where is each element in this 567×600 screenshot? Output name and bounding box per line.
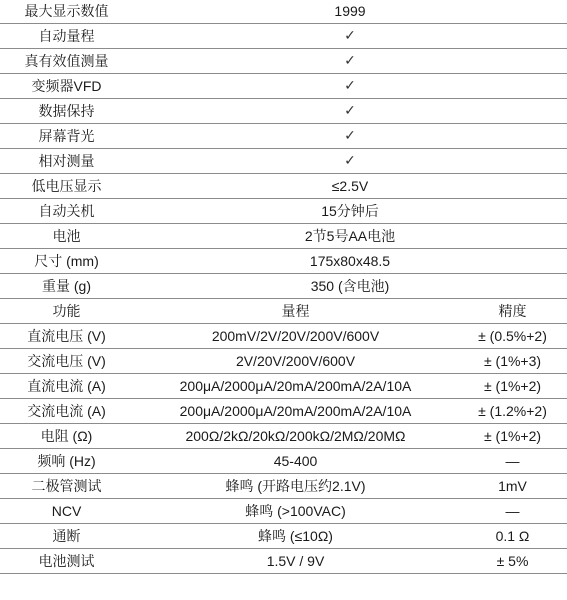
function-range: 蜂鸣 (>100VAC) (133, 499, 458, 524)
spec-row-weight (0, 274, 567, 299)
function-range: 45-400 (133, 449, 458, 474)
function-range: 2V/20V/200V/600V (133, 349, 458, 374)
spec-row-low-voltage (0, 174, 567, 199)
check-icon: ✓ (133, 149, 567, 174)
function-name: 二极管测试 (0, 474, 133, 499)
function-column-header: 功能 (0, 299, 133, 324)
spec-row-relative (0, 149, 567, 174)
function-name: 直流电压 (V) (0, 324, 133, 349)
function-row-dc-voltage (0, 324, 567, 349)
function-accuracy: ± (1.2%+2) (458, 399, 567, 424)
function-accuracy: ± (0.5%+2) (458, 324, 567, 349)
spec-value: ≤2.5V (133, 174, 567, 199)
function-range: 蜂鸣 (≤10Ω) (133, 524, 458, 549)
function-name: 频响 (Hz) (0, 449, 133, 474)
function-name: 交流电压 (V) (0, 349, 133, 374)
spec-row-data-hold (0, 99, 567, 124)
spec-label: 自动关机 (0, 199, 133, 224)
spec-value: 1999 (133, 0, 567, 24)
check-icon: ✓ (133, 99, 567, 124)
spec-label: 电池 (0, 224, 133, 249)
check-icon: ✓ (133, 124, 567, 149)
spec-label: 变频器VFD (0, 74, 133, 99)
function-name: 电阻 (Ω) (0, 424, 133, 449)
spec-row-vfd (0, 74, 567, 99)
function-accuracy: ± (1%+2) (458, 424, 567, 449)
function-header-row (0, 299, 567, 324)
function-row-dc-current (0, 374, 567, 399)
function-name: 电池测试 (0, 549, 133, 574)
spec-row-backlight (0, 124, 567, 149)
spec-value: 175x80x48.5 (133, 249, 567, 274)
function-name: 通断 (0, 524, 133, 549)
function-accuracy: ± 5% (458, 549, 567, 574)
function-row-battery-test (0, 549, 567, 574)
spec-value: 15分钟后 (133, 199, 567, 224)
function-name: 交流电流 (A) (0, 399, 133, 424)
check-icon: ✓ (133, 49, 567, 74)
spec-row-size (0, 249, 567, 274)
spec-row-true-rms (0, 49, 567, 74)
spec-label: 屏幕背光 (0, 124, 133, 149)
spec-label: 数据保持 (0, 99, 133, 124)
function-name: NCV (0, 499, 133, 524)
range-column-header: 量程 (133, 299, 458, 324)
spec-row-battery (0, 224, 567, 249)
function-range: 200mV/2V/20V/200V/600V (133, 324, 458, 349)
spec-label: 相对测量 (0, 149, 133, 174)
spec-label: 重量 (g) (0, 274, 133, 299)
function-accuracy: ± (1%+3) (458, 349, 567, 374)
function-row-ac-voltage (0, 349, 567, 374)
function-range: 200μA/2000μA/20mA/200mA/2A/10A (133, 374, 458, 399)
function-accuracy: — (458, 499, 567, 524)
spec-value: 350 (含电池) (133, 274, 567, 299)
check-icon: ✓ (133, 74, 567, 99)
function-row-ac-current (0, 399, 567, 424)
function-row-ncv (0, 499, 567, 524)
function-name: 直流电流 (A) (0, 374, 133, 399)
function-accuracy: — (458, 449, 567, 474)
spec-value: 2节5号AA电池 (133, 224, 567, 249)
accuracy-column-header: 精度 (458, 299, 567, 324)
spec-label: 自动量程 (0, 24, 133, 49)
spec-row-max-display (0, 0, 567, 24)
check-icon: ✓ (133, 24, 567, 49)
function-range: 蜂鸣 (开路电压约2.1V) (133, 474, 458, 499)
spec-row-auto-off (0, 199, 567, 224)
spec-row-auto-range (0, 24, 567, 49)
function-range: 200μA/2000μA/20mA/200mA/2A/10A (133, 399, 458, 424)
spec-label: 尺寸 (mm) (0, 249, 133, 274)
function-row-frequency (0, 449, 567, 474)
spec-label: 低电压显示 (0, 174, 133, 199)
function-accuracy: ± (1%+2) (458, 374, 567, 399)
function-row-diode (0, 474, 567, 499)
function-accuracy: 1mV (458, 474, 567, 499)
function-row-resistance (0, 424, 567, 449)
function-range: 200Ω/2kΩ/20kΩ/200kΩ/2MΩ/20MΩ (133, 424, 458, 449)
function-row-continuity (0, 524, 567, 549)
spec-label: 最大显示数值 (0, 0, 133, 24)
spec-label: 真有效值测量 (0, 49, 133, 74)
function-range: 1.5V / 9V (133, 549, 458, 574)
function-accuracy: 0.1 Ω (458, 524, 567, 549)
